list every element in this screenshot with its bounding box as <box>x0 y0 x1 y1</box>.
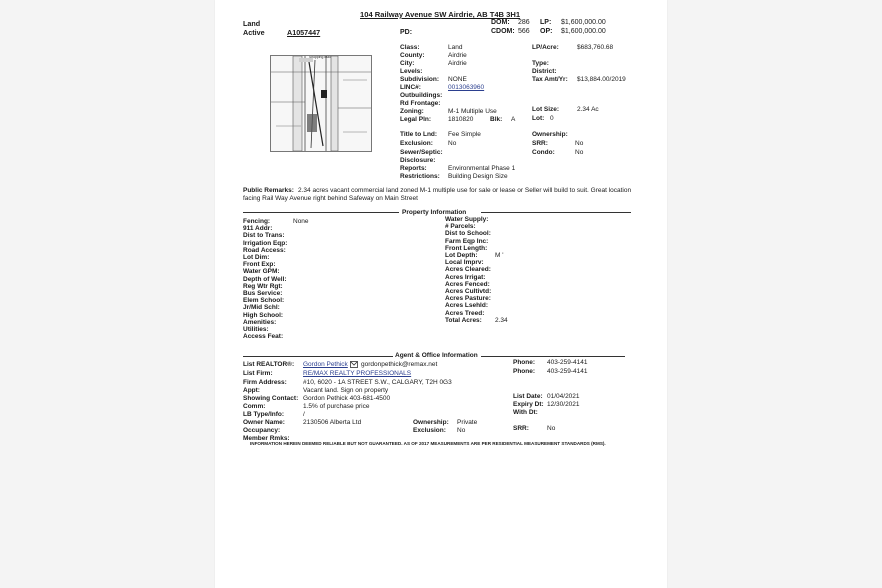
lot-size-label: Lot Size: <box>532 106 560 113</box>
divider <box>243 212 399 213</box>
phone-value: 403-259-4141 <box>547 368 588 375</box>
lot-size-value: 2.34 Ac <box>577 106 599 113</box>
blk-value: A <box>511 116 516 123</box>
property-field-label: Lot Depth: <box>445 252 478 259</box>
blk-label: Blk: <box>490 116 503 123</box>
property-field-label: Reg Wtr Rgt: <box>243 282 283 290</box>
parcel-map-drawing <box>271 56 371 151</box>
property-field-label: Utilities: <box>243 326 269 333</box>
cdom-label: CDOM: <box>491 28 515 35</box>
showing-contact-value: Gordon Pethick 403-681-4500 <box>303 395 391 402</box>
property-field-label: Acres Irrigat: <box>445 273 486 281</box>
reports-label: Reports: <box>400 165 427 172</box>
property-field-label: 911 Addr: <box>243 225 273 233</box>
subdivision-value: NONE <box>448 76 467 83</box>
property-field-label: Depth of Well: <box>243 275 287 283</box>
srr-label: SRR: <box>513 425 529 432</box>
property-field-label: Acres Pasture: <box>445 295 491 303</box>
property-field-label: Local Imprv: <box>445 259 484 267</box>
list-realtor-label: List REALTOR®: <box>243 361 295 368</box>
agent-office-heading: Agent & Office Information <box>395 352 478 359</box>
phone-label: Phone: <box>513 368 536 375</box>
condo-value: No <box>575 149 584 156</box>
property-field-label: Access Feat: <box>243 333 284 341</box>
property-field-label: Front Length: <box>445 244 488 252</box>
appt-value: Vacant land. Sign on property <box>303 387 389 394</box>
rd-frontage-label: Rd Frontage: <box>400 100 441 107</box>
expiry-date-value: 12/30/2021 <box>547 401 580 408</box>
property-field-label: Water Supply: <box>445 216 489 223</box>
lp-acre-label: LP/Acre: <box>532 44 559 51</box>
owner-name-label: Owner Name: <box>243 419 285 426</box>
parcel-map-image <box>270 55 372 152</box>
property-field-label: Dist to Trans: <box>243 232 285 240</box>
comm-label: Comm: <box>243 403 266 410</box>
title-to-land-label: Title to Lnd: <box>400 131 438 138</box>
list-firm-label: List Firm: <box>243 370 273 377</box>
list-date-label: List Date: <box>513 393 543 400</box>
property-field-label: Front Exp: <box>243 261 276 269</box>
restrictions-value: Building Design Size <box>448 173 508 180</box>
divider <box>243 356 393 357</box>
list-realtor-link[interactable]: Gordon Pethick <box>303 361 348 368</box>
disclosure-label: Disclosure: <box>400 157 436 164</box>
divider <box>481 356 625 357</box>
firm-address-label: Firm Address: <box>243 379 287 386</box>
zoning-label: Zoning: <box>400 108 424 115</box>
op-value: $1,600,000.00 <box>561 28 606 35</box>
exclusion-label: Exclusion: <box>400 140 433 147</box>
property-field-label: # Parcels: <box>445 223 476 231</box>
restrictions-label: Restrictions: <box>400 173 440 180</box>
property-field-label: Acres Treed: <box>445 309 485 317</box>
srr-value: No <box>575 140 584 147</box>
property-field-label: Amenities: <box>243 318 277 326</box>
phone-label: Phone: <box>513 359 536 366</box>
property-field-label: Road Access: <box>243 246 286 254</box>
lp-label: LP: <box>540 19 552 26</box>
map-label: Shopping Mall <box>309 55 331 59</box>
subdivision-label: Subdivision: <box>400 76 439 83</box>
property-field-label: Irrigation Eqp: <box>243 239 288 247</box>
outbuildings-label: Outbuildings: <box>400 92 443 99</box>
linc-label: LINC#: <box>400 84 421 91</box>
property-field-label: Elem School: <box>243 297 285 305</box>
ownership-label: Ownership: <box>532 131 568 138</box>
reports-value: Environmental Phase 1 <box>448 165 516 172</box>
district-label: District: <box>532 68 557 75</box>
exclusion-value: No <box>457 427 466 434</box>
expiry-date-label: Expiry Dt: <box>513 401 544 408</box>
county-label: County: <box>400 52 425 59</box>
exclusion-value: No <box>448 140 457 147</box>
public-remarks-line-1: 2.34 acres vacant commercial land zoned M-1 multiple use for sale or lease or Seller will build to suit. Great location <box>298 187 632 194</box>
list-firm-link[interactable]: RE/MAX REALTY PROFESSIONALS <box>303 370 412 377</box>
member-rmks-label: Member Rmks: <box>243 435 290 442</box>
cdom-value: 566 <box>518 28 530 35</box>
condo-label: Condo: <box>532 149 555 156</box>
property-field-label: Dist to School: <box>445 230 491 238</box>
property-field-label: Total Acres: <box>445 316 482 324</box>
ownership-label: Ownership: <box>413 419 449 426</box>
mls-number: A1057447 <box>287 28 321 37</box>
property-info-heading: Property Information <box>402 209 467 216</box>
public-remarks-label: Public Remarks: <box>243 187 294 194</box>
public-remarks-line-2: facing Rail Way Avenue right behind Safeway on Main Street <box>243 195 418 202</box>
lot-label: Lot: <box>532 115 545 122</box>
property-field-label: Acres Cultivtd: <box>445 288 492 295</box>
lot-value: 0 <box>550 115 554 122</box>
class-value: Land <box>448 44 463 51</box>
class-label: Class: <box>400 44 420 51</box>
exclusion-label: Exclusion: <box>413 427 446 434</box>
type-label: Type: <box>532 60 549 67</box>
appt-label: Appt: <box>243 387 260 394</box>
city-value: Airdrie <box>448 60 467 67</box>
property-field-label: Jr/Mid Schl: <box>243 304 280 312</box>
city-label: City: <box>400 60 415 67</box>
list-date-value: 01/04/2021 <box>547 393 580 400</box>
showing-contact-label: Showing Contact: <box>243 395 299 402</box>
property-field-label: Acres Fenced: <box>445 280 490 288</box>
phone-value: 403-259-4141 <box>547 359 588 366</box>
srr-value: No <box>547 425 556 432</box>
legal-pln-value: 1810820 <box>448 116 474 123</box>
property-field-label: Acres Lsehld: <box>445 302 488 310</box>
disclaimer: INFORMATION HEREIN DEEMED RELIABLE BUT NOT GUARANTEED. AS OF 2017 MEASUREMENTS ARE PER RESIDENTIAL MEASUREMENT STANDARDS (RMS). <box>250 441 606 446</box>
dom-label: DOM: <box>491 19 510 26</box>
lp-acre-value: $683,760.68 <box>577 44 614 51</box>
property-field-label: Acres Cleared: <box>445 266 491 274</box>
dom-value: 286 <box>518 19 530 26</box>
listing-address: 104 Railway Avenue SW Airdrie, AB T4B 3H1 <box>360 10 521 19</box>
county-value: Airdrie <box>448 52 467 59</box>
listing-status: Active <box>243 28 265 37</box>
lp-value: $1,600,000.00 <box>561 19 606 26</box>
zoning-value: M-1 Multiple Use <box>448 108 497 115</box>
linc-link[interactable]: 0013063960 <box>448 84 485 91</box>
tax-value: $13,884.00/2019 <box>577 76 626 83</box>
property-field-value: M ' <box>495 252 504 259</box>
sewer-septic-label: Sewer/Septic: <box>400 149 443 156</box>
pd-label: PD: <box>400 29 413 36</box>
with-date-label: With Dt: <box>513 409 538 416</box>
property-field-label: Lot Dim: <box>243 254 270 261</box>
op-label: OP: <box>540 28 553 35</box>
property-field-label: Water GPM: <box>243 268 280 276</box>
owner-name-value: 2130506 Alberta Ltd <box>303 419 362 426</box>
email-icon[interactable] <box>350 361 358 368</box>
lb-type-label: LB Type/Info: <box>243 411 285 418</box>
property-field-value: 2.34 <box>495 316 508 324</box>
property-field-label: Farm Eqp Inc: <box>445 237 489 245</box>
realtor-email[interactable]: gordonpethick@remax.net <box>361 361 438 368</box>
listing-type: Land <box>243 19 261 28</box>
ownership-value: Private <box>457 419 478 426</box>
firm-address-value: #10, 6020 - 1A STREET S.W., CALGARY, T2H 0G3 <box>303 379 452 386</box>
property-field-value: None <box>293 218 309 225</box>
srr-label: SRR: <box>532 140 548 147</box>
title-to-land-value: Fee Simple <box>448 131 481 138</box>
divider <box>481 212 631 213</box>
tax-label: Tax Amt/Yr: <box>532 76 568 83</box>
property-field-label: Bus Service: <box>243 290 283 297</box>
occupancy-label: Occupancy: <box>243 427 281 434</box>
legal-pln-label: Legal Pln: <box>400 116 432 123</box>
property-field-label: High School: <box>243 311 284 319</box>
listing-sheet <box>215 0 667 588</box>
levels-label: Levels: <box>400 68 423 75</box>
property-field-label: Fencing: <box>243 218 271 225</box>
lb-type-value: / <box>303 411 305 418</box>
comm-value: 1.5% of purchase price <box>303 403 370 410</box>
